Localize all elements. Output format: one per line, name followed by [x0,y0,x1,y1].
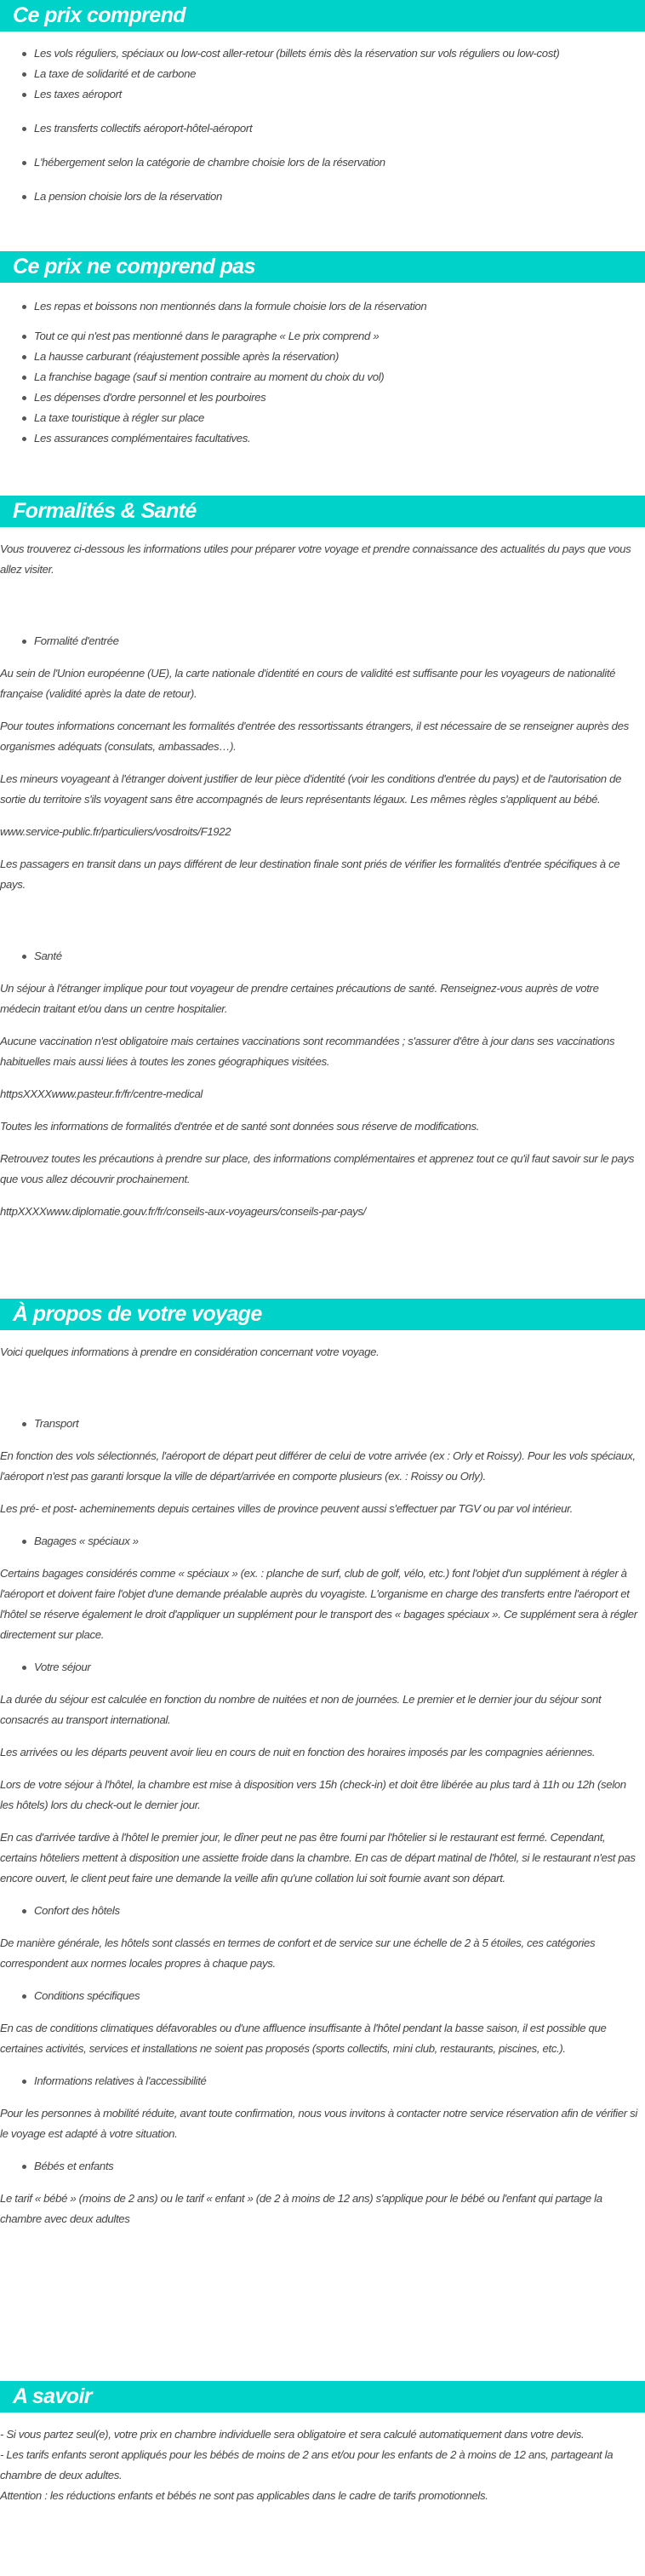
paragraph: En fonction des vols sélectionnés, l'aéroport de départ peut différer de celui de votre arrivée (ex : Orly et Roissy). Pour les vols spéciaux, l'aéroport n'est pas garanti lorsque la ville de départ/arrivée en comporte plusieurs (ex. : Roissy ou Orly). [0,1449,636,1483]
diplomatie-link[interactable]: httpXXXXwww.diplomatie.gouv.fr/fr/conseils-aux-voyageurs/conseils-par-pays/ [0,1205,366,1218]
paragraph: De manière générale, les hôtels sont classés en termes de confort et de service sur une échelle de 2 à 5 étoiles, ces catégories correspondent aux normes locales propres à chaque pays. [0,1936,596,1970]
paragraph: Pour les personnes à mobilité réduite, avant toute confirmation, nous vous invitons à contacter notre service réservation afin de vérifier si le voyage est adapté à votre situation. [0,2107,637,2140]
section-prix-comprend [0,0,645,207]
subheading-accessibilite: Informations relatives à l'accessibilité [0,2071,645,2091]
subheading-transport: Transport [0,1414,645,1434]
paragraph: Le tarif « bébé » (moins de 2 ans) ou le tarif « enfant » (de 2 à moins de 12 ans) s'applique pour le bébé ou l'enfant qui partage la chambre avec deux adultes [0,2192,602,2225]
section-header: Formalités & Santé [0,496,645,527]
intro-text: Vous trouverez ci-dessous les informations utiles pour préparer votre voyage et prendre connaissance des actualités du pays que vous allez visiter. [0,542,631,576]
subheading-confort: Confort des hôtels [0,1901,645,1921]
list-item: Les transferts collectifs aéroport-hôtel-aéroport [0,118,645,139]
list-item: La hausse carburant (réajustement possible après la réservation) [0,347,645,367]
paragraph: Aucune vaccination n'est obligatoire mais certaines vaccinations sont recommandées ; s'assurer d'être à jour dans ses vaccinations habituelles mais aussi liées à toutes les zones géographiques visitées. [0,1035,615,1068]
section-a-savoir [0,2381,645,2506]
section-a-propos-voyage [0,1299,645,2229]
paragraph: Retrouvez toutes les précautions à prendre sur place, des informations complémentaires et apprenez tout ce qu'il faut savoir sur le pays que vous allez découvrir prochainement. [0,1152,635,1185]
a-savoir-line: - Si vous partez seul(e), votre prix en chambre individuelle sera obligatoire et sera calculé automatiquement dans votre devis. [0,2428,585,2441]
paragraph: En cas de conditions climatiques défavorables ou d'une affluence insuffisante à l'hôtel pendant la basse saison, il est possible que certaines activités, services et installations ne soient pas proposés (sports collectifs, mini club, restaurants, piscines, etc.). [0,2022,607,2055]
subheading-bagages: Bagages « spéciaux » [0,1531,645,1552]
list-item: Les taxes aéroport [0,84,645,105]
a-savoir-line: - Les tarifs enfants seront appliqués pour les bébés de moins de 2 ans et/ou pour les enfants de 2 à moins de 12 ans, partageant la chambre de deux adultes. [0,2448,614,2481]
list-item: La taxe de solidarité et de carbone [0,64,645,84]
paragraph: Au sein de l'Union européenne (UE), la carte nationale d'identité en cours de validité est suffisante pour les voyageurs de nationalité française (validité après la date de retour). [0,667,616,700]
subheading-bebes-enfants: Bébés et enfants [0,2156,645,2177]
list-item: L'hébergement selon la catégorie de chambre choisie lors de la réservation [0,152,645,173]
list-item: Les dépenses d'ordre personnel et les pourboires [0,387,645,408]
subheading-list [0,1986,645,2006]
paragraph: Les pré- et post- acheminements depuis certaines villes de province peuvent aussi s'effectuer par TGV ou par vol intérieur. [0,1502,573,1515]
paragraph: En cas d'arrivée tardive à l'hôtel le premier jour, le dîner peut ne pas être fourni par l'hôtelier si le restaurant est fermé. Cependant, certains hôteliers mettent à disposition une assiette froide dans la chambre. En cas de départ matinal de l'hôtel, si le restaurant n'est pas encore ouvert, le client peut faire une demande la veille afin qu'une collation lui soit fournie avant son départ. [0,1831,636,1885]
subheading-list [0,2156,645,2177]
section-header: A savoir [0,2381,645,2412]
paragraph: Certains bagages considérés comme « spéciaux » (ex. : planche de surf, club de golf, vélo, etc.) font l'objet d'un supplément à régler à l'aéroport et doivent faire l'objet d'une demande préalable auprès du voyagiste. L'organisme en charge des transferts entre l'aéroport et l'hôtel se réserve également le droit d'appliquer un supplément pour le transport des « bagages spéciaux ». Ce supplément sera à régler directement sur place. [0,1567,637,1641]
subheading-sante: Santé [0,946,645,967]
section-formalites-sante [0,496,645,1222]
list-item: Les assurances complémentaires facultatives. [0,428,645,449]
excluded-list [0,296,645,449]
subheading-list [0,2071,645,2091]
paragraph: Pour toutes informations concernant les formalités d'entrée des ressortissants étrangers, il est nécessaire de se renseigner auprès des organismes adéquats (consulats, ambassades…). [0,720,629,753]
list-item: La taxe touristique à régler sur place [0,408,645,428]
a-savoir-line: Attention : les réductions enfants et bébés ne sont pas applicables dans le cadre de tarifs promotionnels. [0,2489,488,2502]
paragraph: Toutes les informations de formalités d'entrée et de santé sont données sous réserve de modifications. [0,1120,480,1133]
section-prix-ne-comprend-pas [0,251,645,449]
list-item: Les vols réguliers, spéciaux ou low-cost aller-retour (billets émis dès la réservation sur vols réguliers ou low-cost) [0,43,645,64]
paragraph: Lors de votre séjour à l'hôtel, la chambre est mise à disposition vers 15h (check-in) et doit être libérée au plus tard à 11h ou 12h (selon les hôtels) lors du check-out le dernier jour. [0,1778,626,1811]
subheading-formalite-entree: Formalité d'entrée [0,631,645,651]
section-header: Ce prix ne comprend pas [0,251,645,283]
section-header: Ce prix comprend [0,0,645,32]
subheading-list [0,1657,645,1678]
subheading-sejour: Votre séjour [0,1657,645,1678]
included-list [0,43,645,207]
paragraph: Les arrivées ou les départs peuvent avoir lieu en cours de nuit en fonction des horaires imposés par les compagnies aériennes. [0,1746,596,1758]
subheading-list [0,1414,645,1434]
subheading-list [0,1531,645,1552]
intro-text: Voici quelques informations à prendre en considération concernant votre voyage. [0,1345,380,1358]
paragraph: Les passagers en transit dans un pays différent de leur destination finale sont priés de vérifier les formalités d'entrée spécifiques à ce pays. [0,858,620,891]
list-item: Les repas et boissons non mentionnés dans la formule choisie lors de la réservation [0,296,645,317]
service-public-link[interactable]: www.service-public.fr/particuliers/vosdroits/F1922 [0,825,231,838]
section-header: À propos de votre voyage [0,1299,645,1330]
list-item: Tout ce qui n'est pas mentionné dans le paragraphe « Le prix comprend » [0,326,645,347]
subheading-list [0,946,645,967]
paragraph: Un séjour à l'étranger implique pour tout voyageur de prendre certaines précautions de santé. Renseignez-vous auprès de votre médecin traitant et/ou dans un centre hospitalier. [0,982,599,1015]
paragraph: Les mineurs voyageant à l'étranger doivent justifier de leur pièce d'identité (voir les conditions d'entrée du pays) et de l'autorisation de sortie du territoire s'ils voyagent sans être accompagnés de leurs représentants légaux. Les mêmes règles s'appliquent au bébé. [0,772,622,806]
paragraph: La durée du séjour est calculée en fonction du nombre de nuitées et non de journées. Le premier et le dernier jour du séjour sont consacrés au transport international. [0,1693,602,1726]
list-item: La pension choisie lors de la réservation [0,186,645,207]
list-item: La franchise bagage (sauf si mention contraire au moment du choix du vol) [0,367,645,387]
subheading-conditions: Conditions spécifiques [0,1986,645,2006]
pasteur-link[interactable]: httpsXXXXwww.pasteur.fr/fr/centre-medical [0,1087,203,1100]
subheading-list [0,1901,645,1921]
subheading-list [0,631,645,651]
a-savoir-content [0,2424,645,2506]
